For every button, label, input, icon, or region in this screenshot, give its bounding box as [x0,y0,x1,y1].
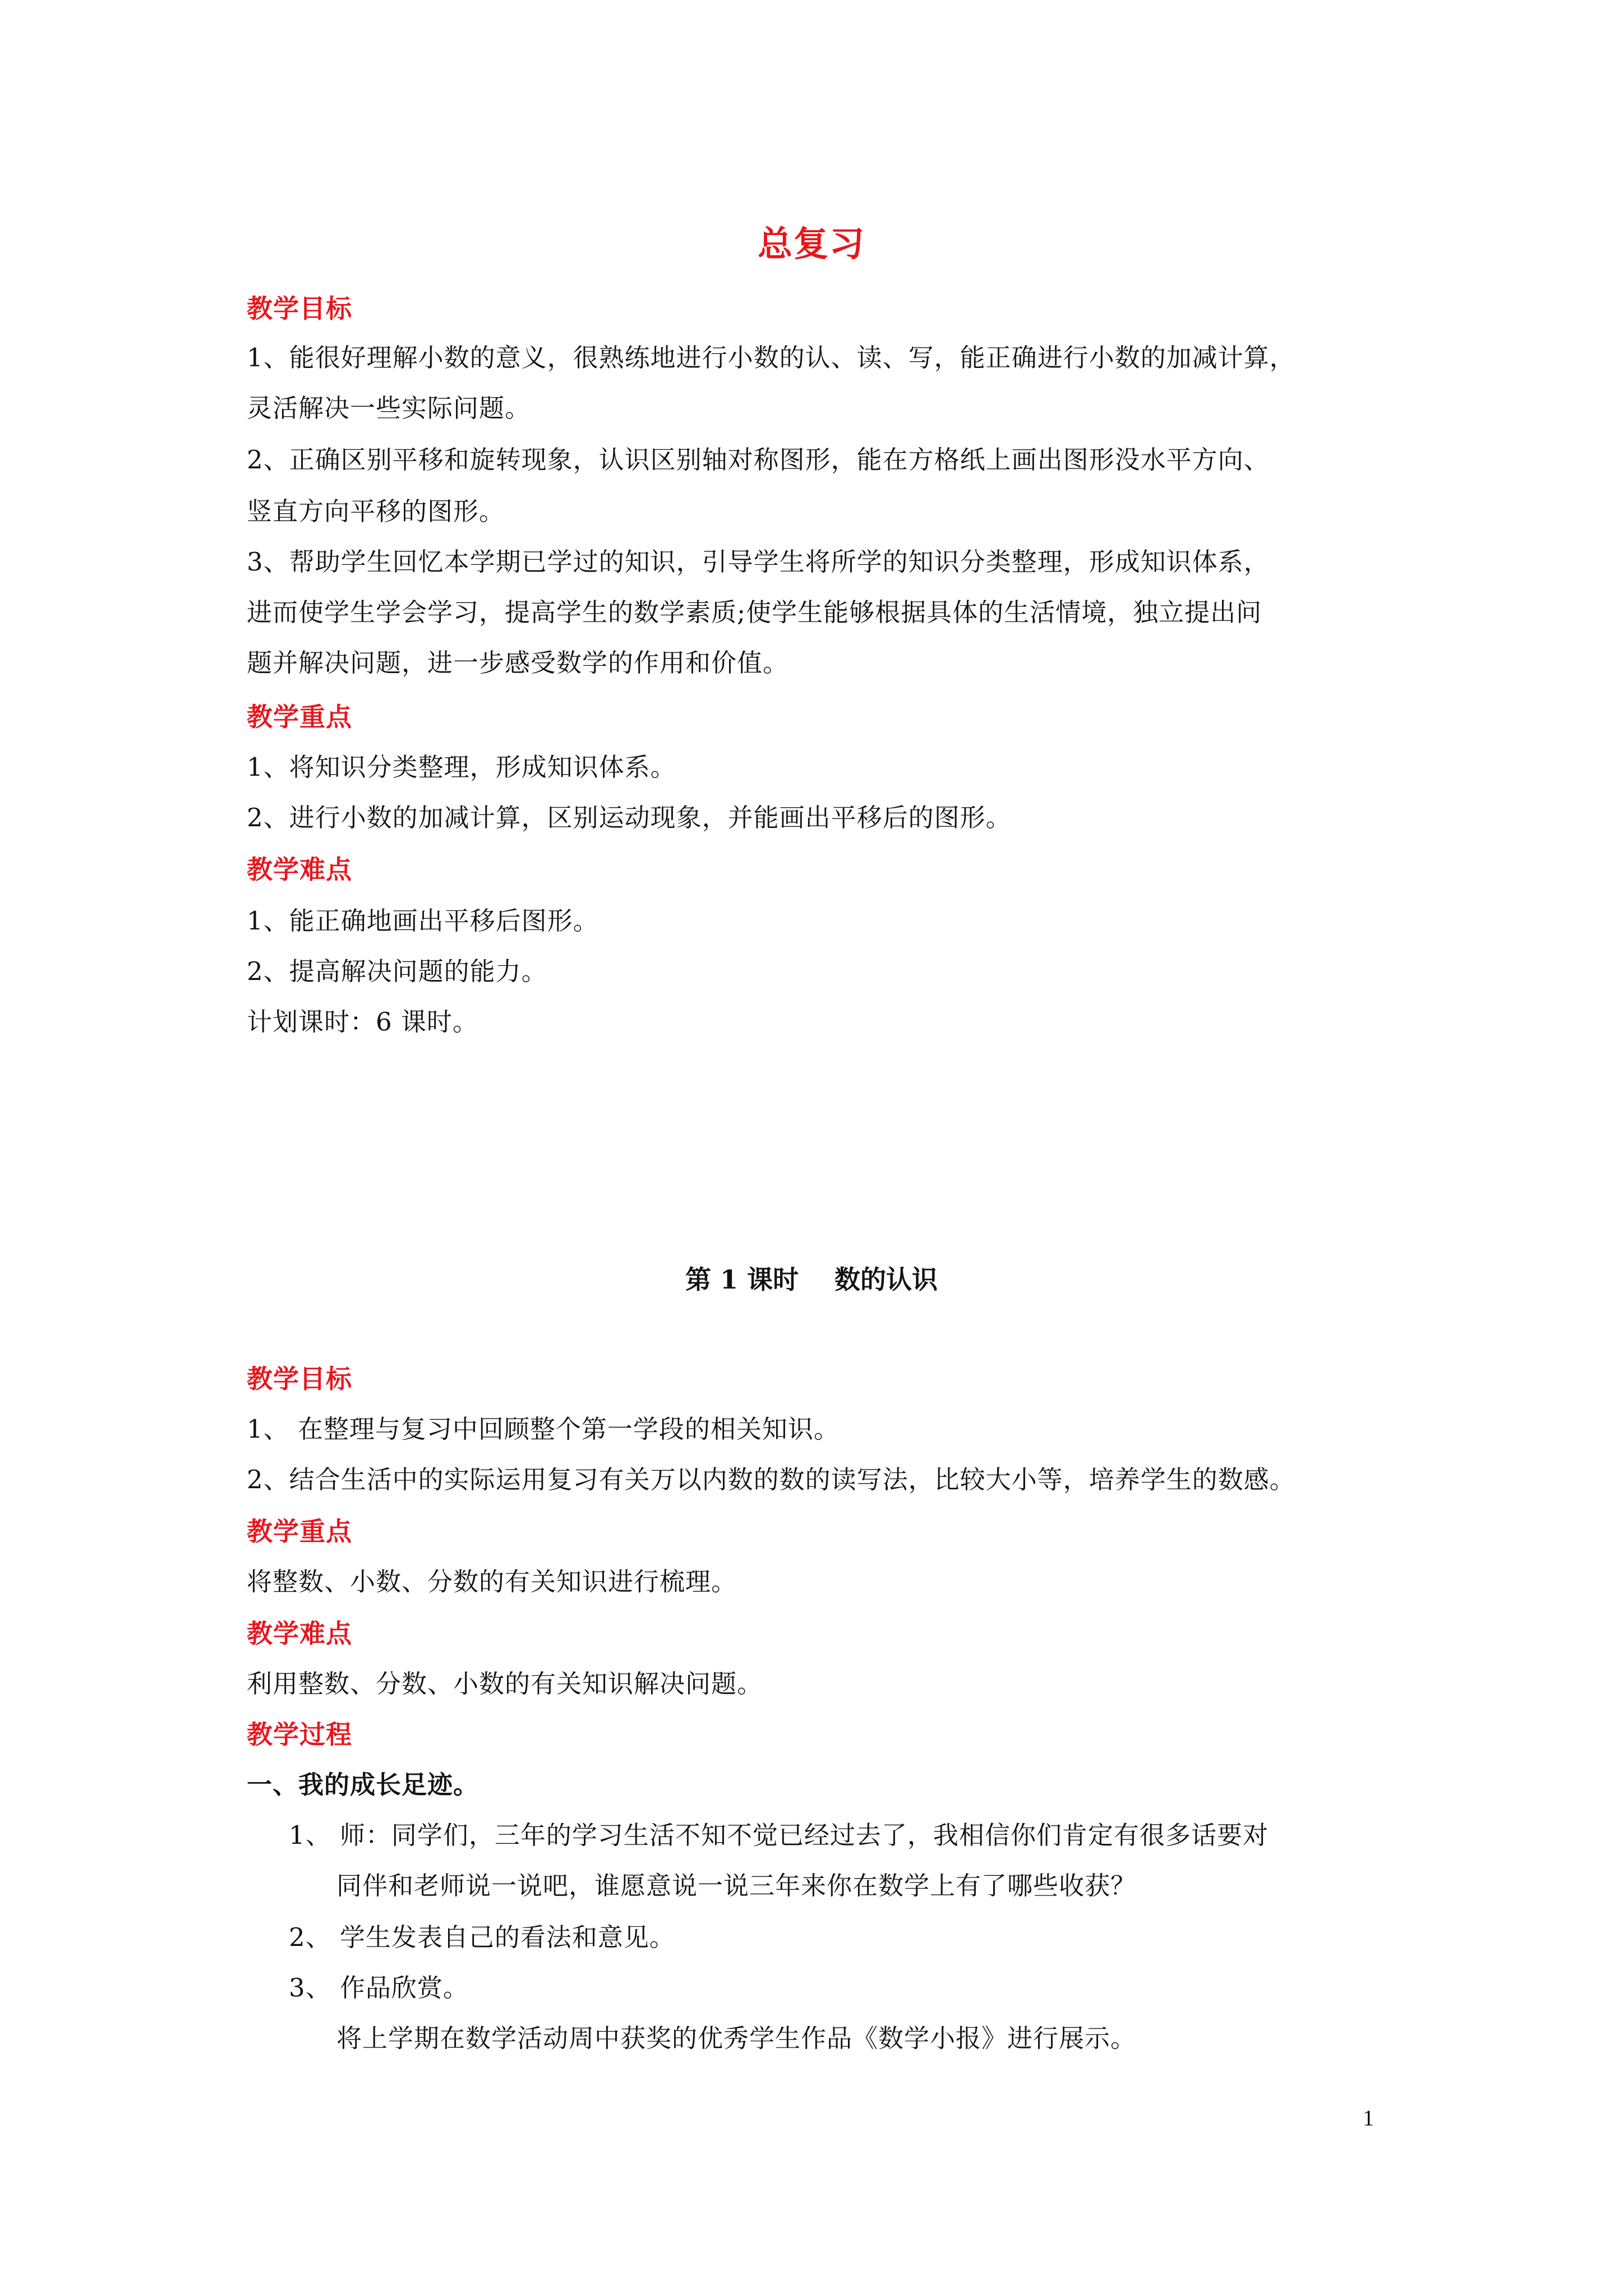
goal-line-1: 1、能很好理解小数的意义，很熟练地进行小数的认、读、写，能正确进行小数的加减计算， [247,343,1295,372]
goal-line-4: 竖直方向平移的图形。 [247,496,505,526]
part1-heading: 一、我的成长足迹。 [247,1770,479,1800]
part1-line-3: 2、 学生发表自己的看法和意见。 [289,1922,675,1952]
goal-line-6: 进而使学生学会学习，提高学生的数学素质;使学生能够根据具体的生活情境，独立提出问 [247,597,1262,627]
part1-line-5: 将上学期在数学活动周中获奖的优秀学生作品《数学小报》进行展示。 [336,2023,1137,2053]
lesson-goal-heading: 教学目标 [247,1364,352,1394]
lesson-goal-line-2: 2、结合生活中的实际运用复习有关万以内数的数的读写法，比较大小等，培养学生的数感。 [247,1465,1295,1494]
goal-heading: 教学目标 [247,293,352,324]
lesson-goal-line-1: 1、 在整理与复习中回顾整个第一学段的相关知识。 [247,1414,840,1444]
lesson-difficulty-heading: 教学难点 [247,1618,352,1649]
goal-line-2: 灵活解决一些实际问题。 [247,393,531,423]
lesson-key-line-1: 将整数、小数、分数的有关知识进行梳理。 [247,1567,737,1596]
goal-line-5: 3、帮助学生回忆本学期已学过的知识，引导学生将所学的知识分类整理，形成知识体系， [247,547,1270,577]
difficulty-line-2: 2、提高解决问题的能力。 [247,956,547,986]
lesson-process-heading: 教学过程 [247,1719,352,1750]
key-line-1: 1、将知识分类整理，形成知识体系。 [247,752,676,782]
page-number: 1 [1363,2105,1374,2131]
key-heading: 教学重点 [247,702,352,732]
part1-line-4: 3、 作品欣赏。 [289,1973,469,2003]
plan-line: 计划课时：6 课时。 [247,1007,478,1037]
lesson-subtitle: 第 1 课时 数的认识 [685,1264,938,1295]
lesson-difficulty-line-1: 利用整数、分数、小数的有关知识解决问题。 [247,1669,763,1699]
part1-line-2: 同伴和老师说一说吧，谁愿意说一说三年来你在数学上有了哪些收获？ [336,1871,1137,1901]
key-line-2: 2、进行小数的加减计算，区别运动现象，并能画出平移后的图形。 [247,803,1012,832]
goal-line-7: 题并解决问题，进一步感受数学的作用和价值。 [247,648,789,678]
difficulty-line-1: 1、能正确地画出平移后图形。 [247,906,599,936]
lesson-key-heading: 教学重点 [247,1516,352,1547]
page-title: 总复习 [757,223,865,264]
part1-line-1: 1、 师：同学们，三年的学习生活不知不觉已经过去了，我相信你们肯定有很多话要对 [289,1820,1269,1850]
goal-line-3: 2、正确区别平移和旋转现象，认识区别轴对称图形，能在方格纸上画出图形没水平方向、 [247,445,1270,475]
difficulty-heading: 教学难点 [247,854,352,885]
